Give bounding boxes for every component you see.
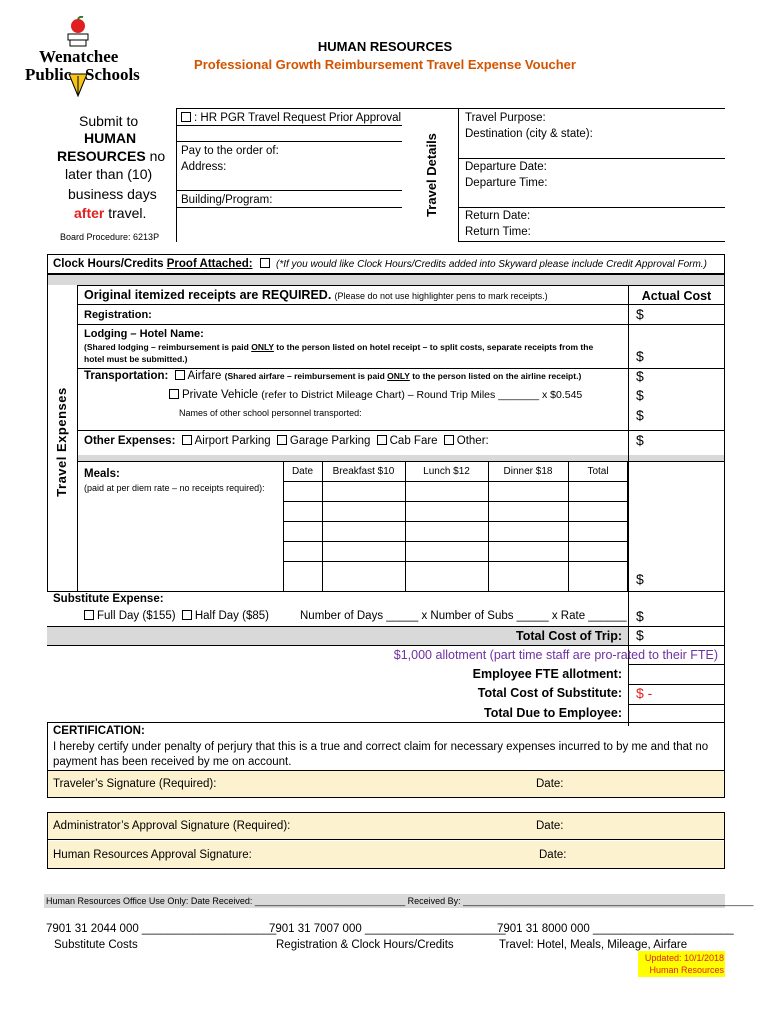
clock-note: (*If you would like Clock Hours/Credits added into Skyward please include Credit Approval Form.)	[275, 259, 707, 270]
office-use-row[interactable]: Human Resources Office Use Only: Date Received: ______________________________ Received By: __________________________________________________________	[46, 896, 754, 906]
airfare-note-b: to the person listed on the airline receipt.)	[409, 371, 582, 381]
clock-hours-row	[53, 257, 707, 272]
updated-by: Human Resources	[649, 965, 724, 975]
travel-purpose-field[interactable]: Travel Purpose:	[465, 112, 546, 124]
submit-l6	[74, 205, 146, 222]
hr-date-field[interactable]: Date:	[539, 849, 567, 861]
travel-details-label: Travel Details	[424, 133, 439, 217]
full-day-label: Full Day ($155)	[97, 610, 176, 622]
personnel-amount[interactable]: $	[636, 407, 644, 423]
other-expenses-row	[84, 434, 489, 448]
total-trip-amount[interactable]: $	[636, 627, 644, 643]
airfare-checkbox[interactable]	[175, 370, 185, 380]
total-trip-label: Total Cost of Trip:	[515, 629, 622, 643]
logo-line1: Wenatchee	[39, 47, 119, 66]
lodging-note-a: (Shared lodging – reimbursement is paid	[84, 342, 252, 352]
substitute-label: Substitute Expense:	[53, 593, 164, 605]
full-day-checkbox[interactable]	[84, 610, 94, 620]
meals-note: (paid at per diem rate – no receipts required):	[84, 483, 265, 493]
substitute-amount[interactable]: $	[636, 608, 644, 624]
registration-amount[interactable]: $	[636, 306, 644, 322]
account-substitute-label: Substitute Costs	[54, 939, 138, 951]
return-date-field[interactable]: Return Date:	[465, 210, 531, 222]
substitute-calc[interactable]: Number of Days _____ x Number of Subs _____ x Rate ______	[300, 610, 627, 622]
meals-header-dinner: Dinner $18	[503, 466, 553, 477]
airfare-note	[225, 371, 582, 381]
other-label: Other:	[456, 435, 489, 447]
address-field[interactable]: Address:	[181, 161, 227, 173]
submit-l5: business days	[68, 186, 157, 202]
total-substitute-amount[interactable]: $ -	[636, 685, 653, 701]
actual-cost-header: Actual Cost	[641, 289, 712, 303]
garage-parking-checkbox[interactable]	[277, 435, 287, 445]
airport-parking-label: Airport Parking	[194, 435, 271, 447]
meals-header-lunch: Lunch $12	[423, 466, 470, 477]
personnel-transported: Names of other school personnel transported:	[179, 408, 362, 418]
lodging-note-b: to the person listed on hotel receipt – to split costs, separate receipts from the	[273, 342, 594, 352]
lodging-note	[84, 342, 593, 353]
account-travel-label: Travel: Hotel, Meals, Mileage, Airfare	[499, 939, 688, 951]
lodging-amount[interactable]: $	[636, 348, 644, 364]
registration-label: Registration:	[84, 309, 152, 321]
admin-date-field[interactable]: Date:	[536, 820, 564, 832]
building-field[interactable]: Building/Program:	[181, 194, 273, 206]
meals-amount[interactable]: $	[636, 571, 644, 587]
departure-date-field[interactable]: Departure Date:	[465, 161, 547, 173]
airport-parking-checkbox[interactable]	[182, 435, 192, 445]
lodging-label: Lodging – Hotel Name:	[84, 328, 204, 340]
transport-label: Transportation:	[84, 370, 169, 382]
vehicle-amount[interactable]: $	[636, 387, 644, 403]
submit-l3a: RESOURCES	[57, 148, 146, 164]
checkbox-icon[interactable]	[181, 112, 191, 122]
cert-line1: I hereby certify under penalty of perjury that this is a true and correct claim for necessary expenses incurred to by me and that no	[53, 741, 709, 753]
destination-field[interactable]: Destination (city & state):	[465, 128, 593, 140]
other-expenses-label: Other Expenses:	[84, 435, 176, 447]
vehicle-label: Private Vehicle	[182, 389, 259, 401]
meals-header-date: Date	[291, 466, 314, 477]
other-checkbox[interactable]	[444, 435, 454, 445]
logo-line2a: Public	[25, 65, 72, 84]
transport-row	[84, 369, 581, 383]
account-substitute[interactable]: 7901 31 2044 000 _____________________	[46, 923, 277, 935]
receipts-note: (Please do not use highlighter pens to mark receipts.)	[334, 291, 548, 301]
submit-l6a: after	[74, 205, 105, 221]
submit-l3b: no	[145, 148, 166, 164]
airfare-note-only: ONLY	[387, 371, 410, 381]
garage-parking-label: Garage Parking	[289, 435, 371, 447]
submit-l6b: travel.	[104, 205, 147, 221]
hr-signature-field[interactable]: Human Resources Approval Signature:	[53, 849, 252, 861]
vehicle-row	[169, 388, 582, 402]
total-due-label: Total Due to Employee:	[484, 706, 622, 720]
form-title: HUMAN RESOURCES	[317, 39, 453, 54]
allotment-note: $1,000 allotment (part time staff are pro-rated to their FTE)	[393, 648, 718, 662]
traveler-date-field[interactable]: Date:	[536, 778, 564, 790]
half-day-label: Half Day ($85)	[194, 610, 269, 622]
vehicle-note: (refer to District Mileage Chart) – Round Trip Miles _______ x $0.545	[261, 389, 583, 401]
clock-hours-checkbox[interactable]	[260, 258, 270, 268]
substitute-options	[84, 609, 269, 623]
account-registration-label: Registration & Clock Hours/Credits	[276, 939, 454, 951]
prior-approval-checkbox[interactable]	[181, 111, 401, 125]
travel-expenses-label: Travel Expenses	[54, 387, 69, 497]
lodging-note-only: ONLY	[251, 342, 274, 352]
departure-time-field[interactable]: Departure Time:	[465, 177, 548, 189]
cab-fare-label: Cab Fare	[389, 435, 438, 447]
admin-signature-field[interactable]: Administrator’s Approval Signature (Required):	[53, 820, 291, 832]
cert-line2: payment has been received by me on account.	[53, 756, 292, 768]
form-subtitle: Professional Growth Reimbursement Travel Expense Voucher	[194, 57, 576, 72]
submit-l1: Submit to	[79, 113, 139, 129]
submit-l4: later than (10)	[65, 166, 153, 182]
meals-header-total: Total	[587, 466, 609, 477]
airfare-note-a: (Shared airfare – reimbursement is paid	[224, 371, 388, 381]
private-vehicle-checkbox[interactable]	[169, 389, 179, 399]
submit-l3	[57, 148, 165, 165]
cert-title: CERTIFICATION:	[53, 725, 145, 737]
prior-approval-label: : HR PGR Travel Request Prior Approval	[194, 112, 402, 124]
submit-l2: HUMAN	[84, 130, 137, 146]
clock-label-a: Clock Hours/Credits	[53, 258, 167, 270]
account-travel[interactable]: 7901 31 8000 000 ______________________	[497, 923, 734, 935]
airfare-label: Airfare	[187, 370, 222, 382]
cab-fare-checkbox[interactable]	[377, 435, 387, 445]
receipts-title: Original itemized receipts are REQUIRED.	[84, 288, 332, 302]
board-procedure: Board Procedure: 6213P	[60, 232, 160, 242]
meals-label: Meals:	[84, 468, 120, 480]
lodging-note-c: hotel must be submitted.)	[84, 354, 188, 364]
meals-header-breakfast: Breakfast $10	[332, 466, 395, 477]
half-day-checkbox[interactable]	[182, 610, 192, 620]
receipts-row	[84, 288, 548, 303]
other-amount[interactable]: $	[636, 432, 644, 448]
logo-line2b: Schools	[85, 65, 140, 84]
account-registration[interactable]: 7901 31 7007 000 ______________________	[269, 923, 506, 935]
total-substitute-label: Total Cost of Substitute:	[477, 686, 622, 700]
updated-date: Updated: 10/1/2018	[644, 953, 724, 963]
airfare-amount[interactable]: $	[636, 368, 644, 384]
traveler-signature-field[interactable]: Traveler’s Signature (Required):	[53, 778, 217, 790]
fte-allotment-label: Employee FTE allotment:	[472, 667, 622, 681]
clock-label-b: Proof Attached:	[166, 258, 253, 270]
pay-to-field[interactable]: Pay to the order of:	[181, 145, 279, 157]
return-time-field[interactable]: Return Time:	[465, 226, 531, 238]
